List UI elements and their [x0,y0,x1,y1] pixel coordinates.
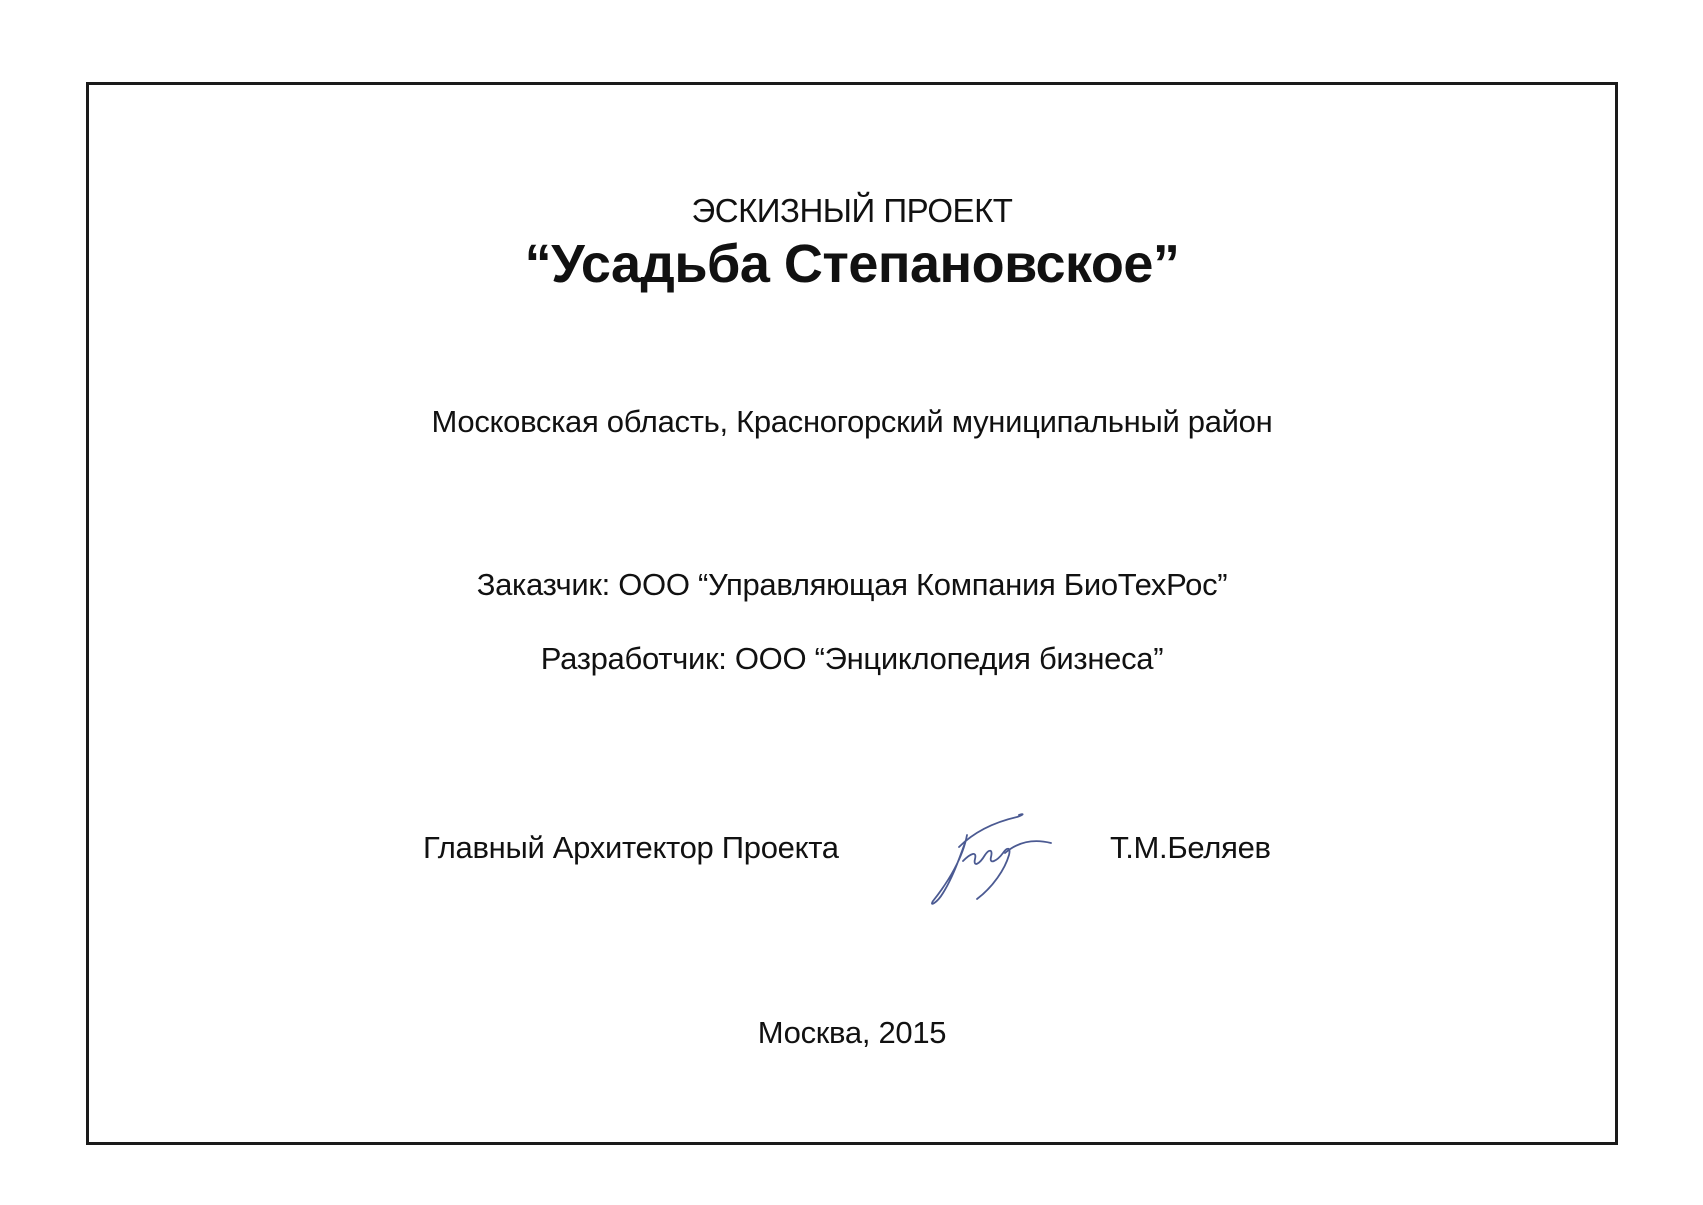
document-frame [86,82,1618,1145]
signature-icon [919,795,1059,910]
document-title: “Усадьба Степановское” [524,234,1180,294]
city-year: Москва, 2015 [757,1015,947,1050]
document-subtitle: ЭСКИЗНЫЙ ПРОЕКТ [691,192,1013,229]
architect-role: Главный Архитектор Проекта [423,830,839,865]
architect-name: Т.М.Беляев [1110,830,1271,865]
developer-line: Разработчик: ООО “Энциклопедия бизнеса” [540,641,1164,676]
project-location: Московская область, Красногорский муниципальный район [431,404,1273,439]
customer-line: Заказчик: ООО “Управляющая Компания БиоТехРос” [476,567,1228,602]
